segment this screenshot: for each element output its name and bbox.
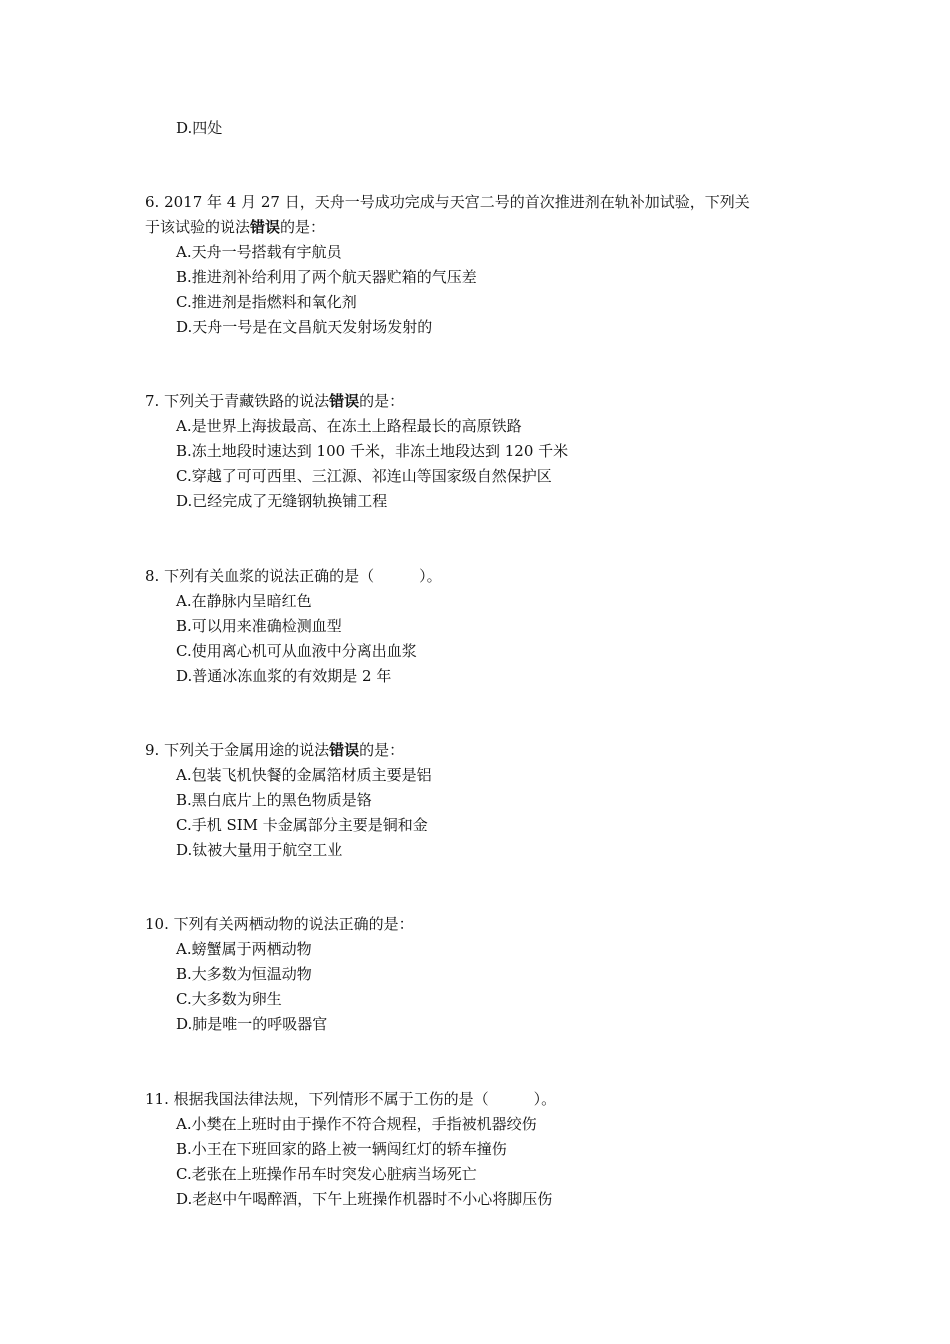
question-number: 7. (145, 392, 160, 410)
option: D.普通冰冻血浆的有效期是 2 年 (176, 667, 392, 685)
question-text: 的是： (280, 218, 326, 236)
question-text: 于该试验的说法 (145, 218, 251, 236)
option: A.小樊在上班时由于操作不符合规程，手指被机器绞伤 (176, 1115, 537, 1133)
question-text: 2017 年 4 月 27 日，天舟一号成功完成与天宫二号的首次推进剂在轨补加试验，下列关 (164, 193, 750, 211)
question-6-line1 (145, 191, 750, 213)
option: D.钛被大量用于航空工业 (176, 841, 343, 859)
question-number: 6. (145, 193, 160, 211)
emphasis-text: 错误 (329, 741, 360, 759)
option: C.老张在上班操作吊车时突发心脏病当场死亡 (176, 1165, 477, 1183)
question-text: 下列关于金属用途的说法 (164, 741, 330, 759)
option: D.已经完成了无缝钢轨换铺工程 (176, 492, 388, 510)
option: B.黑白底片上的黑色物质是铬 (176, 791, 372, 809)
option: A.天舟一号搭载有宇航员 (176, 243, 342, 261)
question-text: 下列关于青藏铁路的说法 (164, 392, 330, 410)
question-number: 9. (145, 741, 160, 759)
option: C.推进剂是指燃料和氧化剂 (176, 293, 357, 311)
option: A.在静脉内呈暗红色 (176, 592, 312, 610)
option: B.可以用来准确检测血型 (176, 617, 342, 635)
option: C.手机 SIM 卡金属部分主要是铜和金 (176, 816, 428, 834)
question-9 (145, 739, 404, 761)
option: D.肺是唯一的呼吸器官 (176, 1015, 328, 1033)
question-number: 11. (145, 1090, 169, 1108)
option: A.是世界上海拔最高、在冻土上路程最长的高原铁路 (176, 417, 522, 435)
option: B.大多数为恒温动物 (176, 965, 312, 983)
question-text: 的是： (359, 741, 405, 759)
question-text: 根据我国法律法规，下列情形不属于工伤的是（ ）。 (173, 1090, 557, 1108)
emphasis-text: 错误 (329, 392, 360, 410)
option: A.螃蟹属于两栖动物 (176, 940, 312, 958)
question-text: 下列有关血浆的说法正确的是（ ）。 (164, 567, 442, 585)
question-text: 的是： (359, 392, 405, 410)
option: C.穿越了可可西里、三江源、祁连山等国家级自然保护区 (176, 467, 552, 485)
option: C.使用离心机可从血液中分离出血浆 (176, 642, 417, 660)
question-number: 8. (145, 567, 160, 585)
question-text: 下列有关两栖动物的说法正确的是： (173, 915, 414, 933)
option: B.冻土地段时速达到 100 千米，非冻土地段达到 120 千米 (176, 442, 569, 460)
option: A.包装飞机快餐的金属箔材质主要是铝 (176, 766, 432, 784)
question-6-line2 (145, 216, 325, 238)
question-number: 10. (145, 915, 169, 933)
prev-question-option-d: D.四处 (176, 119, 223, 137)
option: B.推进剂补给利用了两个航天器贮箱的气压差 (176, 268, 477, 286)
question-7 (145, 390, 404, 412)
option: D.天舟一号是在文昌航天发射场发射的 (176, 318, 433, 336)
question-8 (145, 565, 442, 587)
emphasis-text: 错误 (250, 218, 281, 236)
option: D.老赵中午喝醉酒，下午上班操作机器时不小心将脚压伤 (176, 1190, 553, 1208)
question-10 (145, 913, 414, 935)
option: C.大多数为卵生 (176, 990, 282, 1008)
option: B.小王在下班回家的路上被一辆闯红灯的轿车撞伤 (176, 1140, 507, 1158)
question-11 (145, 1088, 556, 1110)
